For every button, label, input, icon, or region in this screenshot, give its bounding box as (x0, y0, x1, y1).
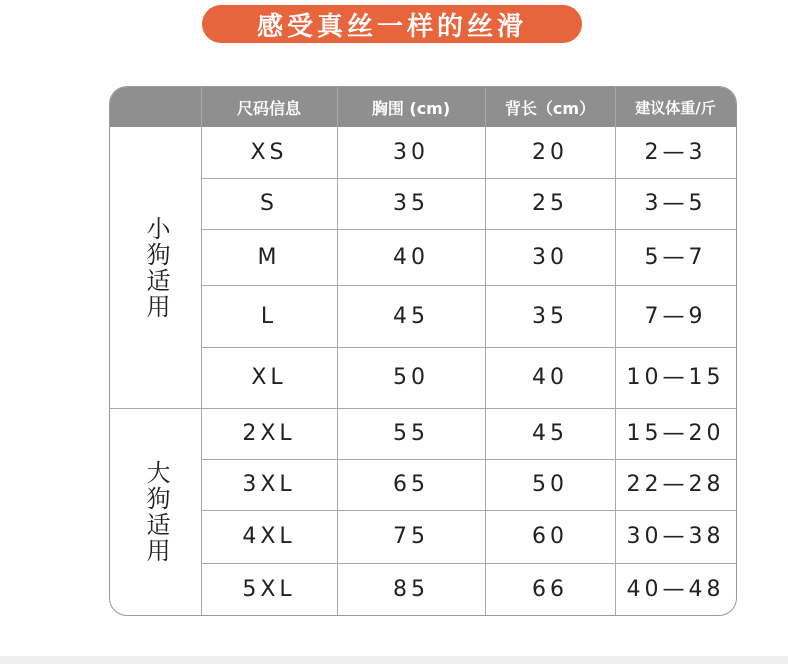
weight-cell: 3—5 (644, 191, 707, 216)
column-divider (485, 87, 486, 615)
back-cell: 20 (532, 140, 568, 165)
bottom-divider (0, 656, 788, 664)
weight-cell: 40—48 (626, 576, 725, 602)
group-large-dogs-label: 大狗适用 (142, 459, 170, 564)
size-cell: XS (250, 140, 288, 165)
weight-cell: 15—20 (626, 421, 725, 446)
header-corner (110, 87, 201, 127)
chest-cell: 45 (393, 303, 429, 329)
chest-cell: 85 (393, 576, 429, 602)
header-chest: 胸围 (cm) (337, 87, 485, 127)
chest-cell: 50 (393, 365, 429, 390)
chest-cell: 30 (393, 140, 429, 165)
back-cell: 66 (532, 576, 568, 602)
back-cell: 60 (532, 524, 568, 549)
size-cell: XL (251, 365, 287, 390)
row-divider (201, 347, 736, 348)
size-cell: M (257, 244, 281, 270)
back-cell: 50 (532, 472, 568, 497)
chest-cell: 55 (393, 421, 429, 446)
row-divider (201, 510, 736, 511)
back-cell: 35 (532, 303, 568, 329)
column-divider (337, 87, 338, 615)
size-cell: L (260, 303, 278, 329)
group-large-dogs (110, 408, 201, 615)
column-divider (615, 87, 616, 615)
weight-cell: 7—9 (644, 303, 707, 329)
row-divider (201, 178, 736, 179)
group-small-dogs-label: 小狗适用 (142, 215, 170, 320)
weight-cell: 5—7 (644, 244, 707, 270)
group-divider (110, 408, 736, 409)
row-divider (201, 285, 736, 286)
banner-title: 感受真丝一样的丝滑 (202, 5, 582, 43)
chest-cell: 40 (393, 244, 429, 270)
row-divider (201, 563, 736, 564)
size-chart-table (109, 86, 737, 616)
row-divider (201, 459, 736, 460)
weight-cell: 10—15 (626, 365, 725, 390)
header-weight: 建议体重/斤 (615, 87, 736, 127)
size-cell: S (260, 191, 278, 216)
row-divider (201, 229, 736, 230)
weight-cell: 30—38 (626, 524, 725, 549)
chest-cell: 75 (393, 524, 429, 549)
size-cell: 4XL (242, 524, 296, 549)
header-size: 尺码信息 (201, 87, 337, 127)
chest-cell: 65 (393, 472, 429, 497)
back-cell: 40 (532, 365, 568, 390)
back-cell: 45 (532, 421, 568, 446)
size-cell: 2XL (242, 421, 296, 446)
column-divider (201, 87, 202, 615)
chest-cell: 35 (393, 191, 429, 216)
size-cell: 5XL (242, 576, 296, 602)
group-small-dogs (110, 127, 201, 408)
weight-cell: 22—28 (626, 472, 725, 497)
back-cell: 25 (532, 191, 568, 216)
header-back-length: 背长（cm） (485, 87, 615, 127)
back-cell: 30 (532, 244, 568, 270)
weight-cell: 2—3 (644, 140, 707, 165)
size-cell: 3XL (242, 472, 296, 497)
